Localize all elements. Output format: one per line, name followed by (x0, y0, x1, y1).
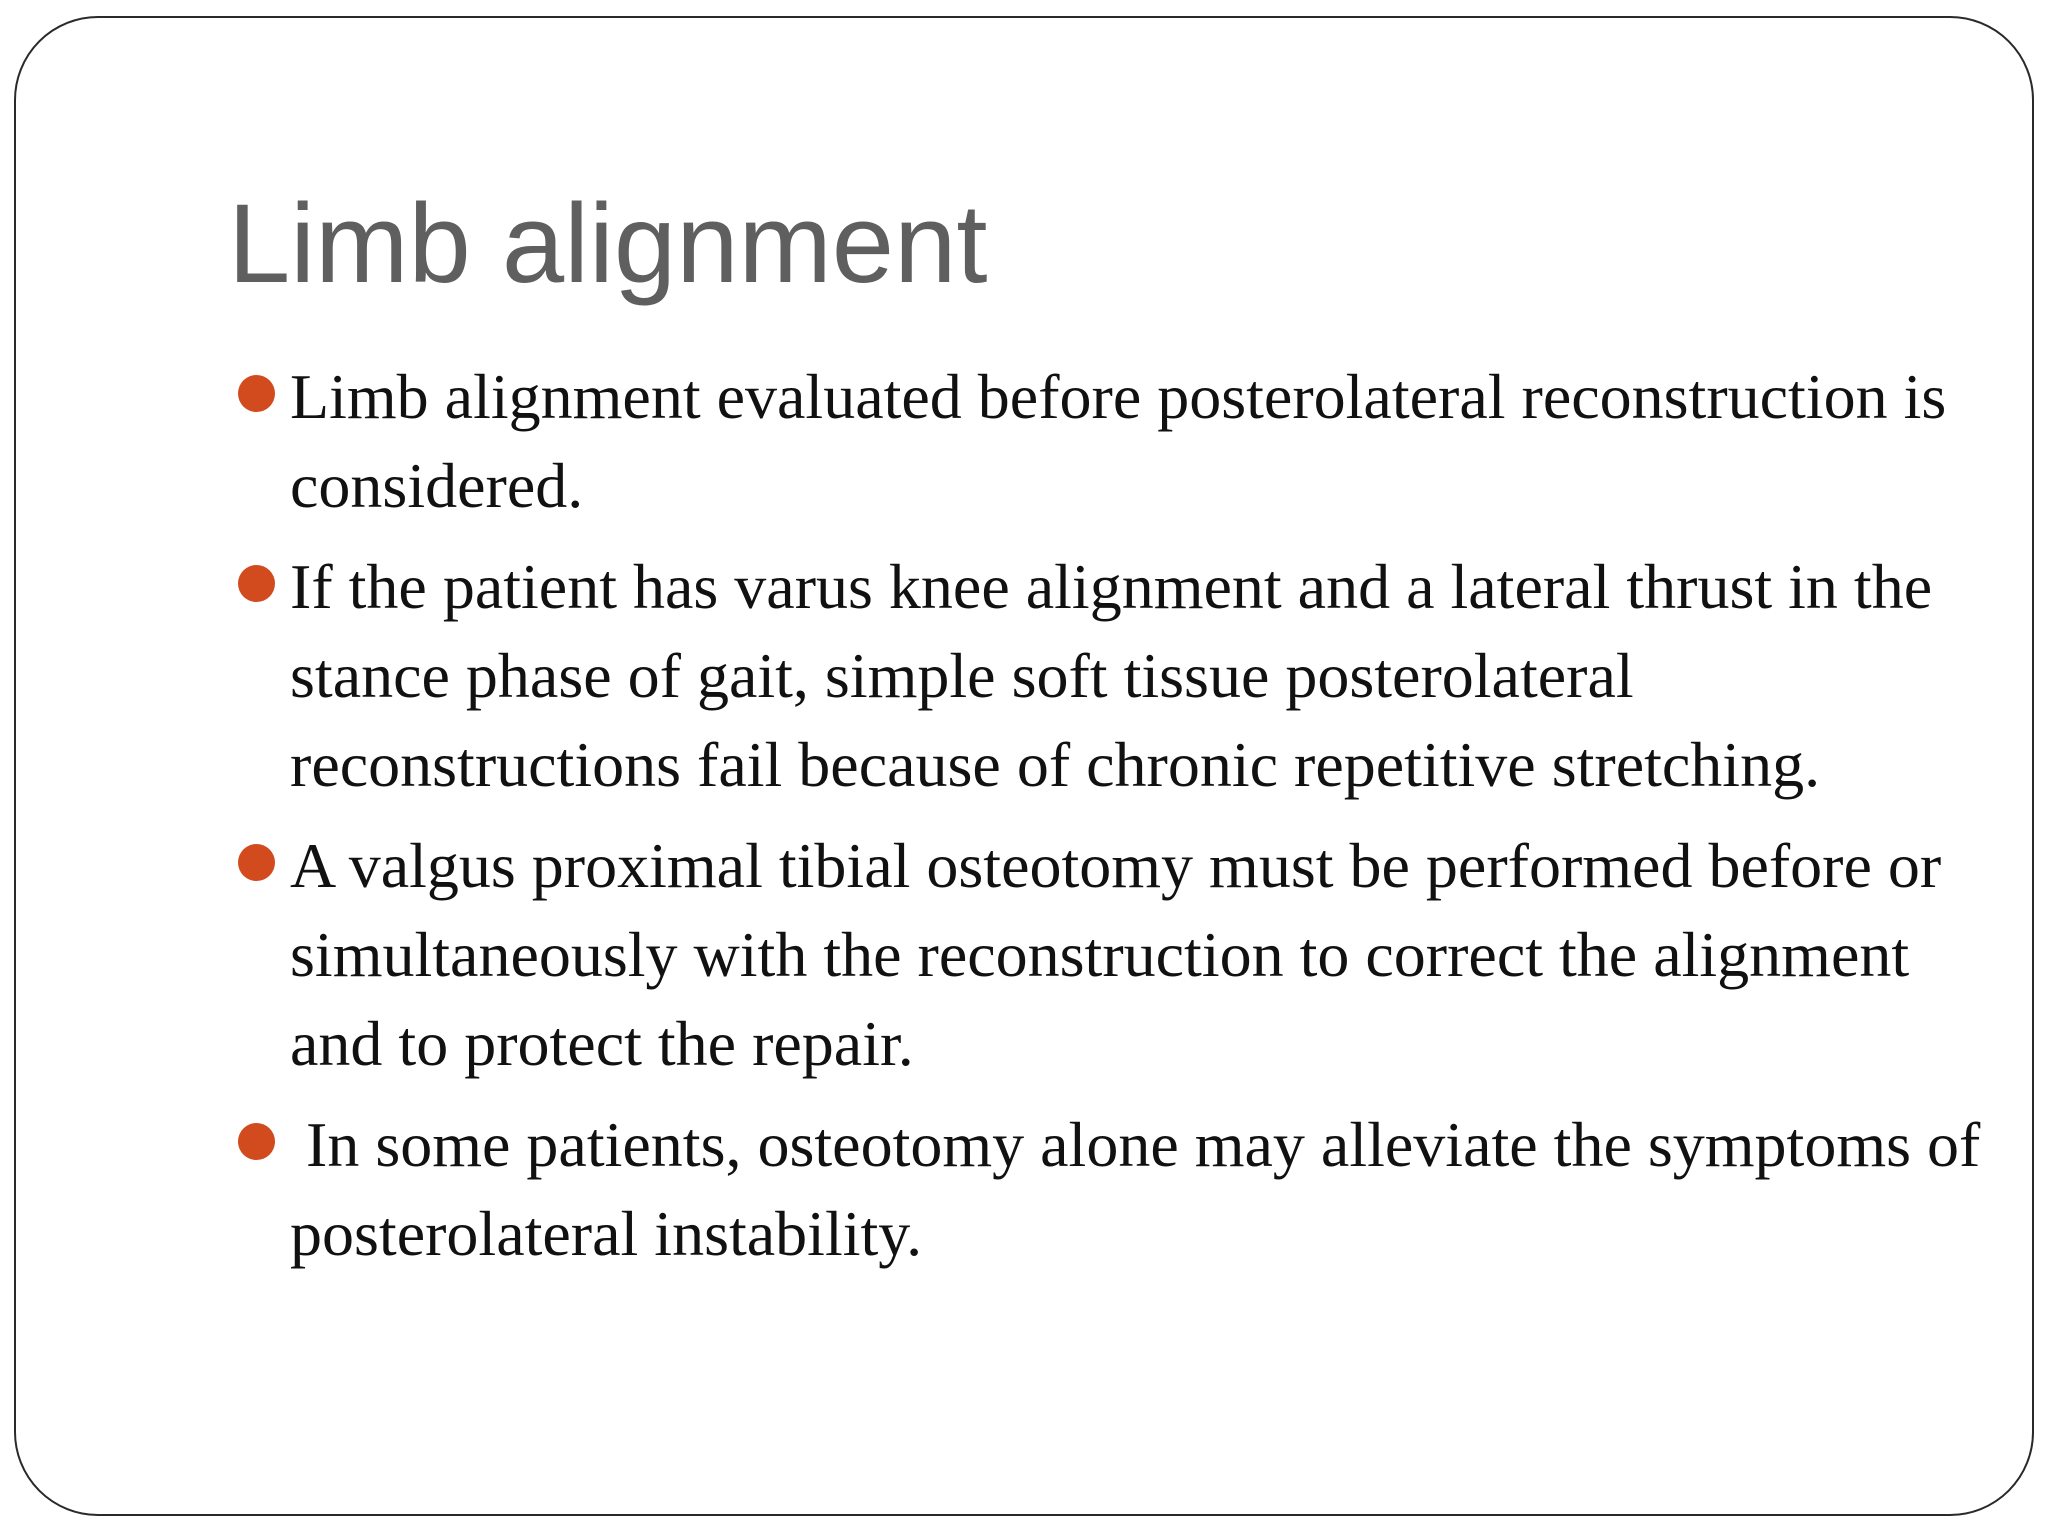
slide (14, 16, 2034, 1516)
slide-title: Limb alignment (228, 181, 988, 306)
bullet-text: Limb alignment evaluated before posterolateral reconstruction is considered. (290, 361, 1947, 521)
bullet-text: If the patient has varus knee alignment and a lateral thrust in the stance phase of gait, simple soft tissue posterolateral reconstructions fail because of chronic repetitive stretching. (290, 551, 1933, 800)
bullet-item (228, 1100, 2008, 1278)
bullet-text: In some patients, osteotomy alone may alleviate the symptoms of posterolateral instability. (290, 1109, 1997, 1269)
bullet-item (228, 542, 2008, 809)
bullet-text: A valgus proximal tibial osteotomy must be performed before or simultaneously with the reconstruction to correct the alignment and to protect the repair. (290, 830, 1942, 1079)
bullet-dot-icon (238, 844, 275, 881)
bullet-dot-icon (238, 1123, 275, 1160)
bullet-item (228, 352, 2008, 530)
bullet-item (228, 821, 2008, 1088)
bullet-dot-icon (238, 375, 275, 412)
bullet-list (228, 352, 2008, 1290)
bullet-dot-icon (238, 565, 275, 602)
